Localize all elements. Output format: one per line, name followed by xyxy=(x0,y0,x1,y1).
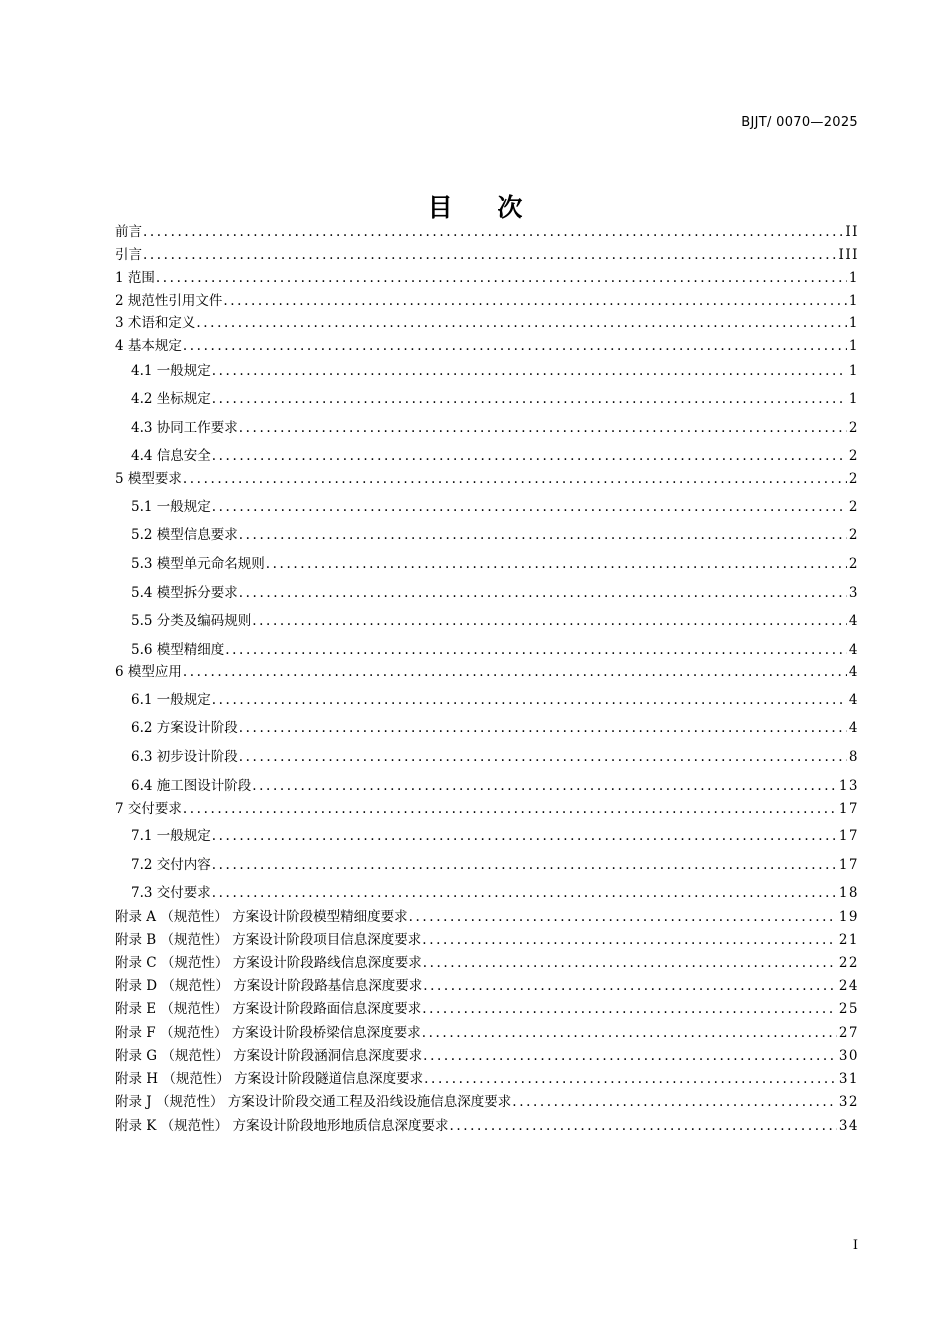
toc-entry[interactable] xyxy=(115,1092,859,1112)
dot-leader xyxy=(212,826,837,846)
toc-entry[interactable] xyxy=(115,469,859,489)
toc-entry-page: 2 xyxy=(848,527,859,543)
toc-entry[interactable] xyxy=(115,999,859,1019)
dot-leader xyxy=(423,1046,837,1066)
dot-leader xyxy=(252,611,847,631)
dot-leader xyxy=(423,953,837,973)
dot-leader xyxy=(423,976,837,996)
dot-leader xyxy=(252,776,837,796)
toc-entry-page: 22 xyxy=(838,955,859,971)
toc-entry[interactable] xyxy=(115,611,859,631)
toc-entry-page: 25 xyxy=(838,1001,859,1017)
dot-leader xyxy=(422,1023,837,1043)
toc-entry-page: 8 xyxy=(848,749,859,765)
toc-entry-label: 6.3 初步设计阶段 xyxy=(131,749,238,765)
toc-entry[interactable] xyxy=(115,1046,859,1066)
dot-leader xyxy=(239,718,847,738)
toc-entry[interactable] xyxy=(115,776,859,796)
toc-entry[interactable] xyxy=(115,336,859,356)
toc-entry-page: 19 xyxy=(838,909,859,925)
toc-entry-page: 30 xyxy=(838,1048,859,1064)
toc-entry-label: 4.3 协同工作要求 xyxy=(131,420,238,436)
toc-entry-page: 2 xyxy=(848,420,859,436)
toc-entry-page: III xyxy=(838,247,859,263)
toc-entry-label: 附录 B （规范性） 方案设计阶段项目信息深度要求 xyxy=(115,932,422,948)
toc-entry-page: 3 xyxy=(848,585,859,601)
toc-entry-page: 17 xyxy=(838,857,859,873)
toc-entry[interactable] xyxy=(115,361,859,381)
toc-entry[interactable] xyxy=(115,907,859,927)
toc-entry-label: 附录 C （规范性） 方案设计阶段路线信息深度要求 xyxy=(115,955,422,971)
toc-entry-page: 4 xyxy=(848,692,859,708)
toc-entry-page: 2 xyxy=(848,556,859,572)
toc-entry[interactable] xyxy=(115,662,859,682)
dot-leader xyxy=(239,525,847,545)
toc-entry[interactable] xyxy=(115,268,859,288)
toc-entry[interactable] xyxy=(115,583,859,603)
toc-entry-page: 2 xyxy=(848,471,859,487)
dot-leader xyxy=(212,883,837,903)
toc-entry-page: 17 xyxy=(838,828,859,844)
toc-entry-label: 4 基本规定 xyxy=(115,338,182,354)
toc-entry-label: 7.1 一般规定 xyxy=(131,828,211,844)
dot-leader xyxy=(143,245,837,265)
toc-entry-label: 7 交付要求 xyxy=(115,801,182,817)
toc-entry-page: 4 xyxy=(848,720,859,736)
dot-leader xyxy=(512,1092,837,1112)
toc-entry-label: 6.1 一般规定 xyxy=(131,692,211,708)
toc-entry-page: 24 xyxy=(838,978,859,994)
toc-entry-label: 4.4 信息安全 xyxy=(131,448,211,464)
toc-entry[interactable] xyxy=(115,1069,859,1089)
dot-leader xyxy=(212,690,847,710)
toc-entry[interactable] xyxy=(115,313,859,333)
toc-entry-label: 5 模型要求 xyxy=(115,471,182,487)
toc-entry-page: 1 xyxy=(848,363,859,379)
toc-entry-page: II xyxy=(845,224,859,240)
dot-leader xyxy=(409,907,837,927)
toc-entry[interactable] xyxy=(115,718,859,738)
toc-entry-label: 附录 F （规范性） 方案设计阶段桥梁信息深度要求 xyxy=(115,1025,421,1041)
toc-entry-label: 附录 K （规范性） 方案设计阶段地形地质信息深度要求 xyxy=(115,1118,449,1134)
toc-entry-label: 5.6 模型精细度 xyxy=(131,642,225,658)
toc-entry-page: 1 xyxy=(848,391,859,407)
toc-entry-page: 1 xyxy=(848,293,859,309)
toc-entry-label: 附录 H （规范性） 方案设计阶段隧道信息深度要求 xyxy=(115,1071,424,1087)
dot-leader xyxy=(212,497,847,517)
toc-entry-label: 2 规范性引用文件 xyxy=(115,293,223,309)
toc-entry-label: 5.2 模型信息要求 xyxy=(131,527,238,543)
dot-leader xyxy=(212,446,847,466)
dot-leader xyxy=(422,999,837,1019)
toc-entry[interactable] xyxy=(115,446,859,466)
toc-entry[interactable] xyxy=(115,976,859,996)
toc-entry-label: 4.1 一般规定 xyxy=(131,363,211,379)
toc-entry-label: 5.4 模型拆分要求 xyxy=(131,585,238,601)
toc-entry-page: 17 xyxy=(838,801,859,817)
dot-leader xyxy=(183,662,847,682)
toc-entry-label: 前言 xyxy=(115,224,142,240)
dot-leader xyxy=(183,336,847,356)
dot-leader xyxy=(225,640,847,660)
dot-leader xyxy=(239,418,847,438)
toc-entry-label: 4.2 坐标规定 xyxy=(131,391,211,407)
toc-entry[interactable] xyxy=(115,554,859,574)
dot-leader xyxy=(223,291,847,311)
dot-leader xyxy=(196,313,847,333)
toc-entry[interactable] xyxy=(115,826,859,846)
toc-entry-label: 5.3 模型单元命名规则 xyxy=(131,556,265,572)
toc-entry[interactable] xyxy=(115,640,859,660)
toc-entry[interactable] xyxy=(115,497,859,517)
toc-title: 目 次 xyxy=(427,193,541,222)
toc-entry[interactable] xyxy=(115,747,859,767)
toc-entry-label: 1 范围 xyxy=(115,270,155,286)
toc-entry[interactable] xyxy=(115,883,859,903)
dot-leader xyxy=(449,1116,836,1136)
toc-entry[interactable] xyxy=(115,525,859,545)
toc-entry-page: 13 xyxy=(838,778,859,794)
toc-entry-label: 6.2 方案设计阶段 xyxy=(131,720,238,736)
toc-entry-page: 4 xyxy=(848,642,859,658)
dot-leader xyxy=(143,222,843,242)
toc-entry-label: 附录 E （规范性） 方案设计阶段路面信息深度要求 xyxy=(115,1001,422,1017)
toc-entry-label: 6 模型应用 xyxy=(115,664,182,680)
dot-leader xyxy=(183,799,837,819)
dot-leader xyxy=(239,583,847,603)
document-code: BJJT/ 0070—2025 xyxy=(741,115,858,130)
dot-leader xyxy=(424,1069,837,1089)
toc-entry-label: 附录 A （规范性） 方案设计阶段模型精细度要求 xyxy=(115,909,408,925)
toc-entry-page: 1 xyxy=(848,270,859,286)
toc-entry-label: 7.3 交付要求 xyxy=(131,885,211,901)
dot-leader xyxy=(266,554,847,574)
toc-entry-label: 3 术语和定义 xyxy=(115,315,196,331)
toc-entry[interactable] xyxy=(115,418,859,438)
toc-entry-label: 附录 J （规范性） 方案设计阶段交通工程及沿线设施信息深度要求 xyxy=(115,1094,512,1110)
toc-entry-page: 4 xyxy=(848,613,859,629)
dot-leader xyxy=(183,469,847,489)
toc-entry[interactable] xyxy=(115,799,859,819)
toc-entry[interactable] xyxy=(115,1116,859,1136)
toc-entry-label: 附录 D （规范性） 方案设计阶段路基信息深度要求 xyxy=(115,978,423,994)
toc-entry[interactable] xyxy=(115,953,859,973)
page-number: I xyxy=(852,1238,858,1253)
toc-entry-page: 1 xyxy=(848,315,859,331)
toc-entry[interactable] xyxy=(115,291,859,311)
dot-leader xyxy=(422,930,837,950)
toc-entry-page: 18 xyxy=(838,885,859,901)
toc-entry-page: 32 xyxy=(838,1094,859,1110)
toc-entry-page: 2 xyxy=(848,448,859,464)
toc-entry[interactable] xyxy=(115,855,859,875)
toc-entry[interactable] xyxy=(115,930,859,950)
toc-entry[interactable] xyxy=(115,245,859,265)
toc-entry-label: 5.5 分类及编码规则 xyxy=(131,613,252,629)
dot-leader xyxy=(156,268,847,288)
toc-entry-page: 31 xyxy=(838,1071,859,1087)
dot-leader xyxy=(239,747,847,767)
toc-entry-page: 21 xyxy=(838,932,859,948)
dot-leader xyxy=(212,361,847,381)
toc-entry[interactable] xyxy=(115,222,859,242)
dot-leader xyxy=(212,855,837,875)
toc-entry-label: 6.4 施工图设计阶段 xyxy=(131,778,252,794)
toc-entry[interactable] xyxy=(115,690,859,710)
toc-entry-page: 1 xyxy=(848,338,859,354)
toc-entry-page: 2 xyxy=(848,499,859,515)
toc-entry[interactable] xyxy=(115,1023,859,1043)
dot-leader xyxy=(212,389,847,409)
toc-entry-label: 7.2 交付内容 xyxy=(131,857,211,873)
toc-entry-page: 34 xyxy=(838,1118,859,1134)
toc-entry-label: 附录 G （规范性） 方案设计阶段涵洞信息深度要求 xyxy=(115,1048,423,1064)
toc-entry-label: 5.1 一般规定 xyxy=(131,499,211,515)
toc-entry-page: 27 xyxy=(838,1025,859,1041)
toc-entry-page: 4 xyxy=(848,664,859,680)
toc-entry[interactable] xyxy=(115,389,859,409)
toc-entry-label: 引言 xyxy=(115,247,142,263)
